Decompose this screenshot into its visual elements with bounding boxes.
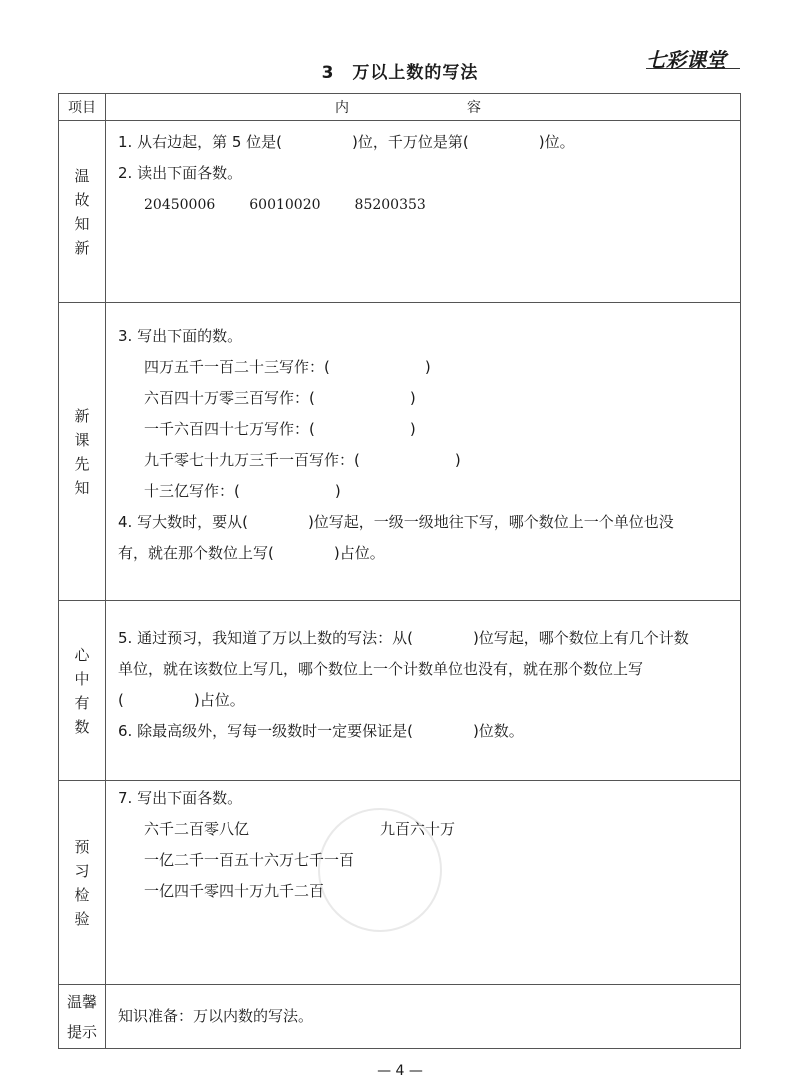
close-paren: ) (424, 358, 431, 376)
write-item-text: 九千零七十九万三千一百写作：( (144, 451, 360, 469)
page-title: 3 万以上数的写法 (321, 63, 479, 83)
section-label (59, 601, 106, 781)
close-paren: ) (409, 389, 416, 407)
section-label-text: 预习检验 (74, 837, 90, 928)
section-content (106, 601, 741, 781)
write-item-text: 一千六百四十七万写作：( (144, 420, 315, 438)
number-item: 85200353 (354, 197, 426, 213)
q4-part-d: )占位。 (333, 544, 385, 562)
brand-text: 七彩课堂 (646, 48, 726, 72)
write-row: 一亿四千零四十万九千二百 (144, 882, 325, 900)
write-item-text: 六百四十万零三百写作：( (144, 389, 315, 407)
section-summary (59, 601, 741, 781)
question-2: 2. 读出下面各数。 (118, 164, 243, 182)
question-6 (118, 716, 728, 747)
close-paren: ) (409, 420, 416, 438)
watermark-stamp (318, 808, 442, 932)
tip-text: 知识准备：万以内数的写法。 (118, 1007, 314, 1025)
header-item-cell: 项目 (59, 94, 106, 121)
page-number: — 4 — (377, 1063, 423, 1079)
section-content (106, 985, 741, 1049)
section-content (106, 303, 741, 601)
q4-part-c: 有，就在那个数位上写( (118, 544, 274, 562)
section-tip (59, 985, 741, 1049)
close-paren: ) (334, 482, 341, 500)
q4-part-b: )位写起，一级一级地往下写，哪个数位上一个单位也没 (307, 513, 674, 531)
question-5 (118, 623, 728, 654)
q5-part-b: )位写起，哪个数位上有几个计数 (472, 629, 689, 647)
write-item-text: 四万五千一百二十三写作：( (144, 358, 330, 376)
q5-part-d: ( (118, 691, 124, 709)
header-content-cell: 内 容 (106, 94, 741, 121)
section-label (59, 121, 106, 303)
q1-part-b: )位，千万位是第( (352, 133, 469, 151)
question-1 (118, 127, 728, 158)
q5-part-a: 5. 通过预习，我知道了万以上数的写法：从( (118, 629, 413, 647)
write-row: 一亿二千一百五十六万七千一百 (144, 851, 355, 869)
section-review (59, 121, 741, 303)
section-label-text: 新课先知 (74, 406, 90, 497)
write-item-text: 六千二百零八亿 (144, 820, 250, 838)
write-item (118, 352, 728, 383)
table-header-row (59, 94, 741, 121)
write-item-text: 十三亿写作：( (144, 482, 240, 500)
section-label-text: 温故知新 (74, 166, 90, 257)
number-list (118, 189, 728, 221)
q1-part-a: 1. 从右边起，第 5 位是( (118, 133, 283, 151)
q6-part-b: )位数。 (472, 722, 524, 740)
section-label-text: 心中有数 (74, 645, 90, 736)
number-item: 60010020 (249, 197, 321, 213)
question-4 (118, 507, 728, 538)
section-label (59, 781, 106, 985)
section-label (59, 985, 106, 1049)
q6-part-a: 6. 除最高级外，写每一级数时一定要保证是( (118, 722, 413, 740)
section-label-text: 温馨提示 (66, 992, 97, 1041)
section-label (59, 303, 106, 601)
write-item (118, 383, 728, 414)
write-item-text: 九百六十万 (380, 820, 456, 838)
q1-part-c: )位。 (538, 133, 575, 151)
number-item: 20450006 (144, 197, 216, 213)
question-4-cont (118, 538, 728, 569)
write-item (118, 445, 728, 476)
question-3: 3. 写出下面的数。 (118, 327, 243, 345)
close-paren: ) (454, 451, 461, 469)
question-7: 7. 写出下面各数。 (118, 789, 243, 807)
q4-part-a: 4. 写大数时，要从( (118, 513, 248, 531)
brand-logo (646, 44, 740, 72)
write-item (118, 476, 728, 507)
section-preview (59, 303, 741, 601)
write-item (118, 414, 728, 445)
question-5-end (118, 685, 728, 716)
question-5-cont: 单位，就在该数位上写几，哪个数位上一个计数单位也没有，就在那个数位上写 (118, 660, 644, 678)
section-content (106, 121, 741, 303)
q5-part-e: )占位。 (193, 691, 245, 709)
